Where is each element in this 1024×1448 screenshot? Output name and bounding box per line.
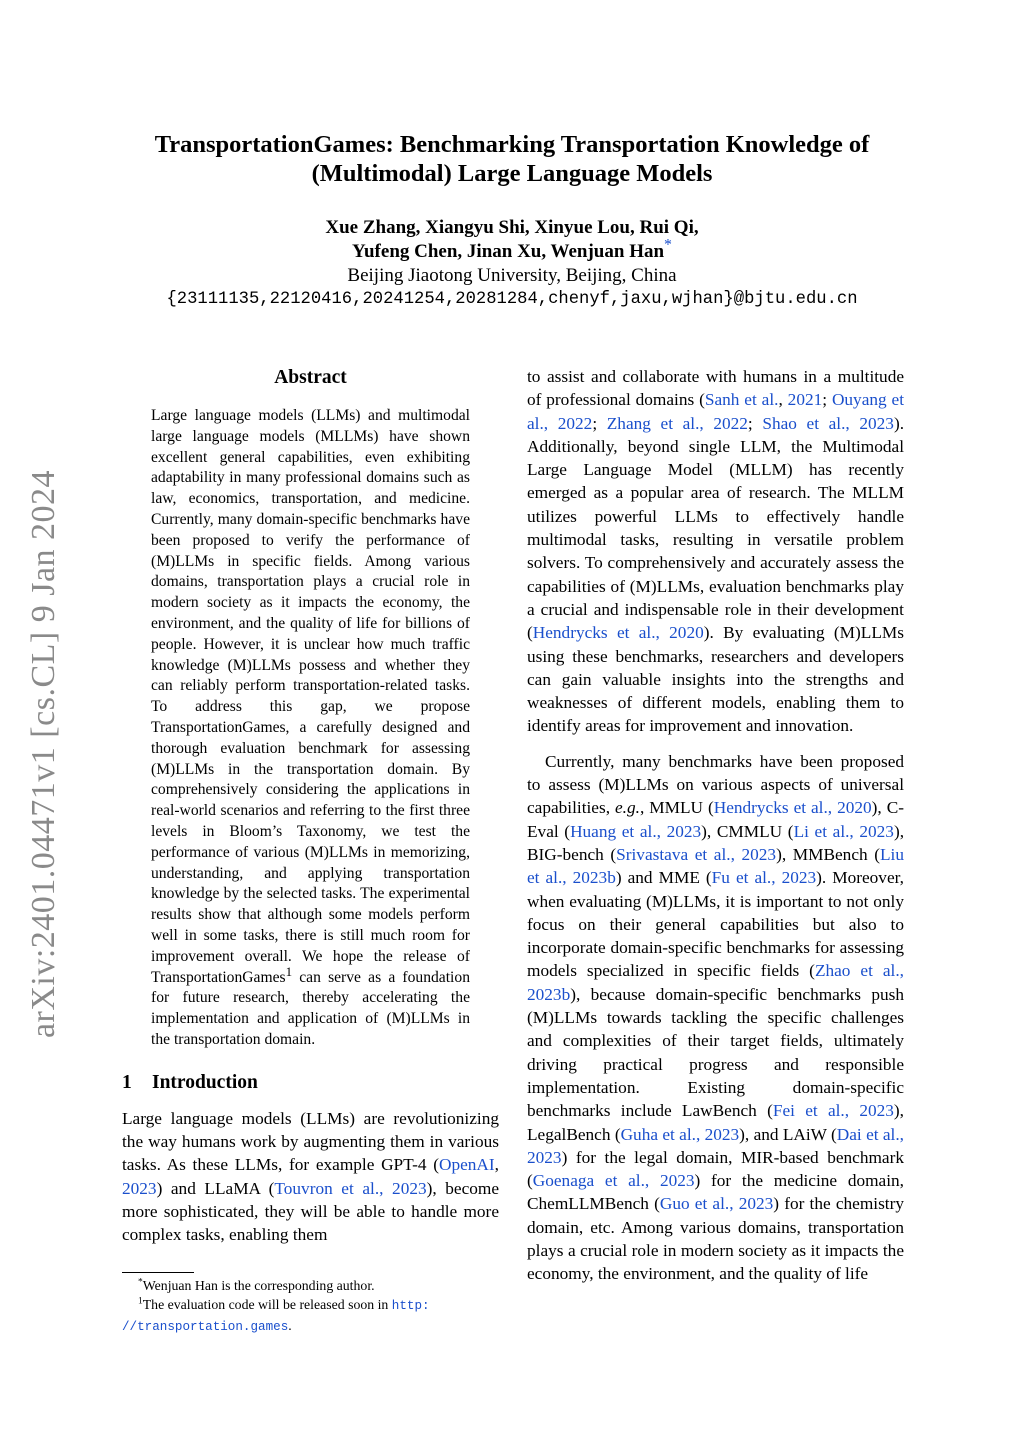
text-run: Currently, many benchmarks have been proposed to assess (M)LLMs on various aspects of universal capabilities, bbox=[527, 751, 904, 818]
citation-link[interactable]: 2023 bbox=[392, 1178, 427, 1198]
citation-link[interactable]: Zhao et al., 2023b bbox=[527, 961, 904, 1004]
author-names-line-1: Xue Zhang, Xiangyu Shi, Xinyue Lou, Rui Qi, bbox=[325, 217, 699, 238]
citation-link[interactable]: 2021 bbox=[787, 390, 823, 410]
intro-paragraph-2 bbox=[527, 750, 904, 1286]
text-run: ). By evaluating (M)LLMs using these benchmarks, researchers and developers can gain valuable insights into the strengths and weaknesses of different models, enabling them to identify areas for improvement and innovation. bbox=[527, 623, 904, 736]
text-run: ). Additionally, beyond single LLM, the Multimodal Large Language Model (MLLM) has recently emerged as a popular area of research. The MLLM utilizes powerful LLMs to effectively handle multimodal tasks, resulting in versatile problem solvers. To comprehensively and accurately assess the capabilities of (M)LLMs, evaluation benchmarks play a crucial and indispensable role in their development ( bbox=[527, 413, 905, 643]
text-run: . bbox=[288, 1318, 292, 1333]
citation-link[interactable]: Shao et al., 2023 bbox=[762, 413, 894, 433]
citation-link[interactable]: Huang et al., 2023 bbox=[570, 821, 702, 841]
citation-link[interactable]: Goenaga et al., 2023 bbox=[532, 1171, 695, 1191]
right-column bbox=[527, 365, 904, 1286]
footnote-mark: * bbox=[138, 1277, 143, 1288]
text-run: ), become more sophisticated, they will be able to handle more complex tasks, enabling them bbox=[122, 1178, 499, 1245]
title-line-2: (Multimodal) Large Language Models bbox=[311, 160, 713, 187]
footnote-mark: 1 bbox=[138, 1296, 143, 1307]
text-run: ) for the chemistry domain, etc. Among various domains, transportation plays a crucial role in modern society as it impacts the economy, the environment, and the quality of life bbox=[527, 1194, 904, 1284]
citation-link[interactable]: Srivastava et al., 2023 bbox=[616, 844, 777, 864]
citation-link[interactable]: Liu et al., 2023b bbox=[527, 844, 904, 888]
text-run: , bbox=[778, 390, 788, 410]
affiliation: Beijing Jiaotong University, Beijing, China bbox=[347, 265, 677, 286]
paper-title bbox=[120, 130, 904, 188]
citation-link[interactable]: OpenAI bbox=[439, 1155, 495, 1175]
citation-link[interactable]: 2023 bbox=[122, 1178, 157, 1198]
text-run: e.g. bbox=[614, 798, 640, 818]
abstract-text bbox=[151, 406, 470, 1051]
url-part[interactable]: http: bbox=[391, 1299, 430, 1313]
author-names-line-2 bbox=[120, 236, 904, 264]
title-line-1: TransportationGames: Benchmarking Transportation Knowledge of bbox=[154, 131, 870, 158]
text-run: ), LegalBench ( bbox=[527, 1101, 904, 1144]
text-run: ), because domain-specific benchmarks push (M)LLMs towards tackling the specific challenges and complexities of their target fields, ultimately driving practical progress and responsible implementation. Existing domain-specific benchmarks include LawBench ( bbox=[527, 984, 904, 1121]
text-run: ), and LAiW ( bbox=[739, 1124, 837, 1144]
citation-link[interactable]: Sanh et al. bbox=[704, 390, 779, 410]
intro-paragraph-1-continued bbox=[527, 365, 904, 738]
abstract-body: Large language models (LLMs) and multimodal large language models (MLLMs) have shown excellent general capabilities, even exhibiting adaptability in many professional domains such as law, economics, transportation, and medicine. Currently, many domain-specific benchmarks have been proposed to verify the performance of (M)LLMs in specific fields. Among various domains, transportation plays a crucial role in modern society as it impacts the economy, the environment, and the quality of life for billions of people. However, it is unclear how much traffic knowledge (M)LLMs possess and whether they can reliably perform transportation-related tasks. To address this gap, we propose TransportationGames, a carefully designed and thorough evaluation benchmark for assessing (M)LLMs in the transportation domain. By comprehensively considering the applications in real-world scenarios and referring to the first three levels in Bloom’s Taxonomy, we test the performance of various (M)LLMs in memorizing, understanding, and applying transportation knowledge by the selected tasks. The experimental results show that although some models perform well in some tasks, there is still much room for improvement overall. We hope the release of TransportationGames bbox=[151, 407, 470, 986]
citation-link[interactable]: Hendrycks et al., 2020 bbox=[713, 798, 872, 818]
author-names-text: Yufeng Chen, Jinan Xu, Wenjuan Han bbox=[352, 241, 665, 262]
abstract-body-end: can serve as a foundation for future research, thereby accelerating the implementation and application of (M)LLMs in the transportation domain. bbox=[151, 968, 470, 1048]
left-column bbox=[122, 365, 499, 1246]
corresponding-author-mark[interactable]: * bbox=[664, 236, 672, 254]
text-run: ; bbox=[747, 413, 763, 433]
footnote-divider bbox=[122, 1272, 194, 1273]
intro-paragraph-1 bbox=[122, 1107, 499, 1247]
footnote-text: Wenjuan Han is the corresponding author. bbox=[142, 1278, 375, 1293]
footnote-2 bbox=[122, 1295, 499, 1337]
url-part[interactable]: //transportation.games bbox=[122, 1320, 289, 1334]
text-run: to assist and collaborate with humans in a multitude of professional domains ( bbox=[527, 367, 904, 410]
text-run: ) for the legal domain, MIR-based benchmark ( bbox=[527, 1147, 904, 1191]
footnote-text: The evaluation code will be released soon in bbox=[142, 1297, 392, 1312]
citation-link[interactable]: Hendrycks et al., 2020 bbox=[532, 623, 704, 643]
text-run: , MMLU ( bbox=[639, 798, 714, 818]
text-run: ), CMMLU ( bbox=[701, 821, 794, 841]
abstract-heading: Abstract bbox=[274, 367, 347, 388]
citation-link[interactable]: Dai et al., 2023 bbox=[527, 1124, 904, 1167]
text-run: ) and MME ( bbox=[615, 868, 712, 888]
text-run: Large language models (LLMs) are revolutionizing the way humans work by augmenting them in various tasks. As these LLMs, for example GPT-4 ( bbox=[122, 1108, 499, 1175]
text-run: ), C-Eval ( bbox=[527, 798, 904, 841]
section-title: Introduction bbox=[152, 1071, 258, 1093]
arxiv-identifier: arXiv:2401.04471v1 [cs.CL] 9 Jan 2024 bbox=[25, 469, 62, 1039]
text-run: ; bbox=[822, 390, 832, 410]
section-number: 1 bbox=[122, 1071, 132, 1093]
footnotes bbox=[122, 1276, 499, 1337]
text-run: , bbox=[494, 1155, 499, 1175]
text-run: ), MMBench ( bbox=[776, 844, 880, 864]
citation-link[interactable]: Fei et al., 2023 bbox=[772, 1101, 894, 1121]
citation-link[interactable]: Fu et al., 2023 bbox=[711, 868, 817, 888]
author-emails: {23111135,22120416,20241254,20281284,chenyf,jaxu,wjhan}@bjtu.edu.cn bbox=[166, 290, 858, 309]
footnote-ref-1[interactable]: 1 bbox=[285, 963, 293, 979]
citation-link[interactable]: Ouyang et al., 2022 bbox=[527, 390, 905, 433]
text-run: ) and LLaMA ( bbox=[156, 1178, 275, 1198]
text-run: ) for the medicine domain, ChemLLMBench ( bbox=[527, 1171, 904, 1214]
text-run: ), BIG-bench ( bbox=[527, 821, 905, 864]
citation-link[interactable]: Guha et al., 2023 bbox=[620, 1124, 740, 1144]
footnote-1 bbox=[122, 1276, 499, 1295]
text-run bbox=[383, 1179, 392, 1198]
text-run: ). Moreover, when evaluating (M)LLMs, it is important to not only focus on their general capabilities but also to incorporate domain-specific benchmarks for assessing models specialized in specific fields ( bbox=[527, 868, 905, 981]
citation-link[interactable]: Zhang et al., 2022 bbox=[606, 413, 748, 433]
text-run: ; bbox=[592, 413, 607, 433]
author-block bbox=[120, 216, 904, 312]
citation-link[interactable]: Li et al., 2023 bbox=[793, 821, 894, 841]
section-heading-introduction bbox=[122, 1071, 499, 1095]
citation-link[interactable]: Guo et al., 2023 bbox=[659, 1194, 774, 1214]
citation-link[interactable]: Touvron et al., bbox=[274, 1178, 384, 1198]
